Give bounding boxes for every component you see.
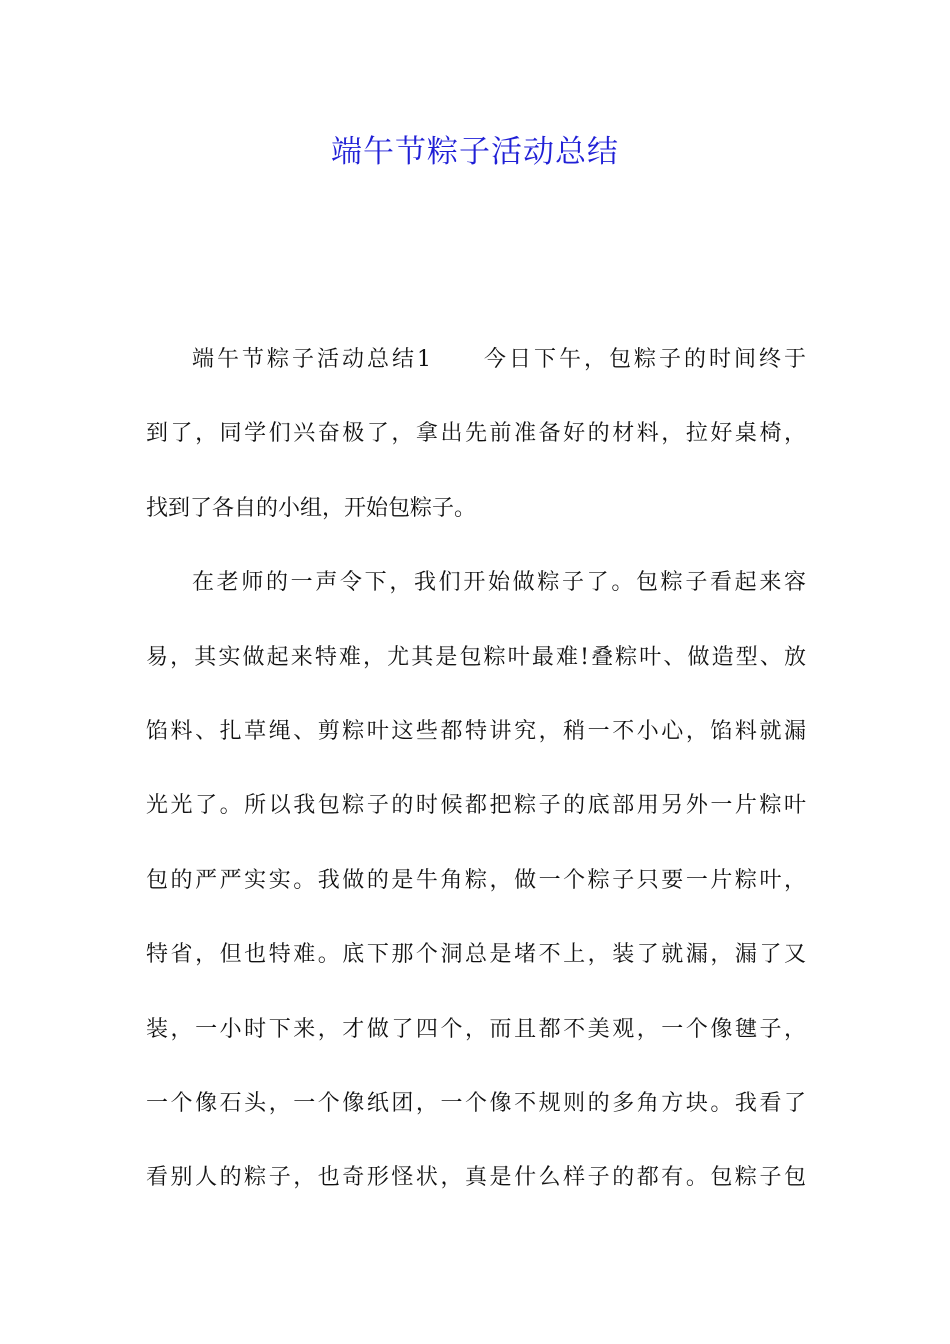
text-line: 在老师的一声令下，我们开始做粽子了。包粽子看起来容 <box>192 570 806 596</box>
text-line: 馅料、扎草绳、剪粽叶这些都特讲究，稍一不小心，馅料就漏 <box>146 718 806 744</box>
text-line: 包的严严实实。我做的是牛角粽，做一个粽子只要一片粽叶， <box>146 867 806 893</box>
text-line: 光光了。所以我包粽子的时候都把粽子的底部用另外一片粽叶 <box>146 793 806 819</box>
text-line: 端午节粽子活动总结1 今日下午，包粽子的时间终于 <box>192 347 806 372</box>
text-line: 一个像石头，一个像纸团，一个像不规则的多角方块。我看了 <box>146 1090 806 1116</box>
text-line: 找到了各自的小组，开始包粽子。 <box>146 495 477 521</box>
text-line: 特省，但也特难。底下那个洞总是堵不上，装了就漏，漏了又 <box>146 942 806 968</box>
text-line: 看别人的粽子，也奇形怪状，真是什么样子的都有。包粽子包 <box>146 1165 806 1191</box>
text-line: 易，其实做起来特难，尤其是包粽叶最难!叠粽叶、做造型、放 <box>146 644 806 670</box>
text-line: 到了，同学们兴奋极了，拿出先前准备好的材料，拉好桌椅， <box>146 421 806 447</box>
document-body <box>146 338 806 1231</box>
document-title: 端午节粽子活动总结 <box>331 134 619 170</box>
text-line: 装，一小时下来，才做了四个，而且都不美观，一个像毽子， <box>146 1016 806 1042</box>
